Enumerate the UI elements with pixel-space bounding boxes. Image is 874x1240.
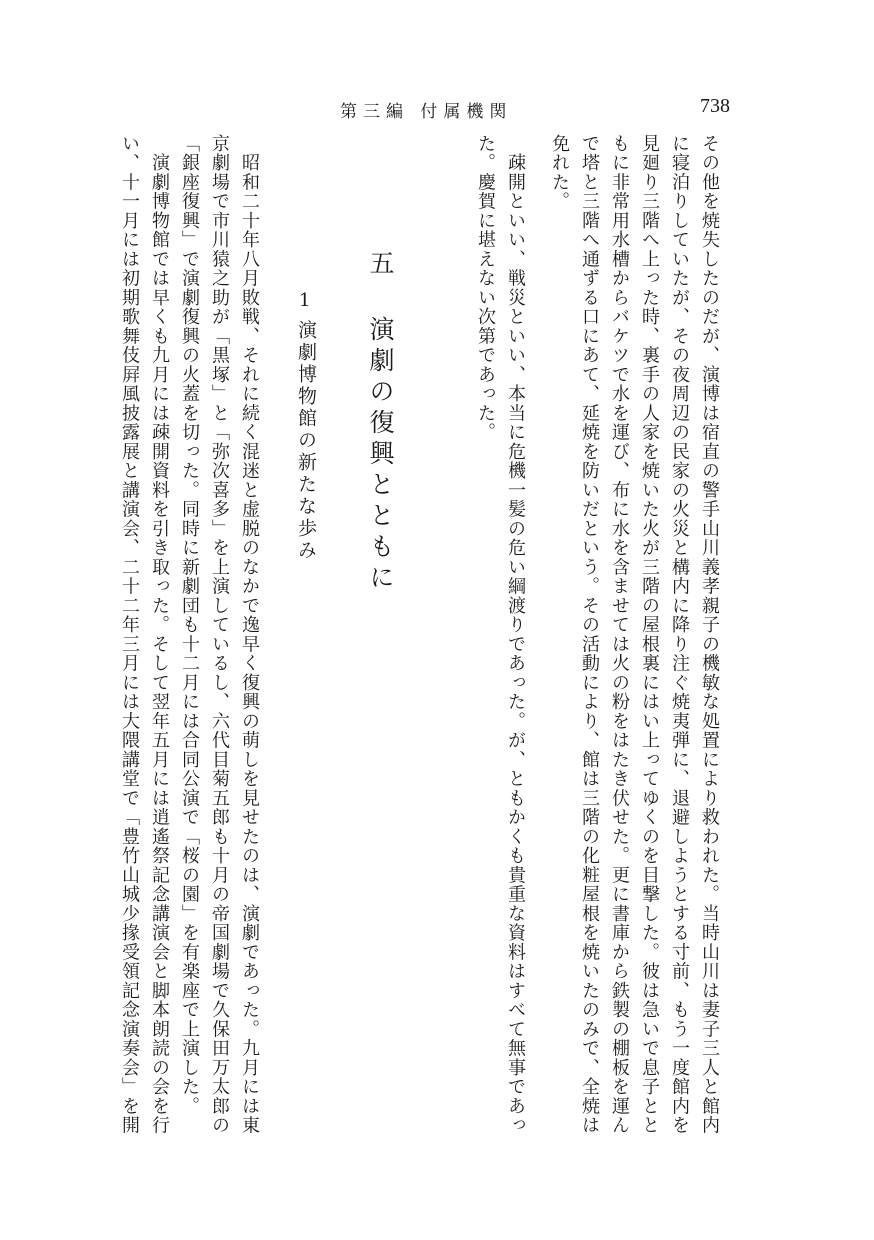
text-column: その他を焼失したのだが、演博は宿直の警手山川義孝親子の機敏な処置により救われた。当時山川は妻子三人と館内 bbox=[699, 134, 720, 1135]
text-column: い、十一月には初期歌舞伎屛風披露展と講演会、二十二年三月には大隈講堂で「豊竹山城少掾受領記念演奏会」を開 bbox=[119, 134, 140, 1135]
page-number: 738 bbox=[700, 95, 730, 117]
text-column: 昭和二十年八月敗戦、それに続く混迷と虚脱のなかで逸早く復興の萌しを見せたのは、演劇であった。九月には東 bbox=[239, 134, 260, 1135]
text-column: 演劇博物館では早くも九月には疎開資料を引き取った。そして翌年五月には逍遙祭記念講演会と脚本朗読の会を行 bbox=[149, 134, 170, 1135]
text-column: もに非常用水槽からバケツで水を運び、布に水を含ませては火の粉をはたき伏せた。更に書庫から鉄製の棚板を運ん bbox=[609, 134, 630, 1135]
text-column: 疎開といい、戦災といい、本当に危機一髪の危い綱渡りであった。が、ともかくも貴重な資料はすべて無事であっ bbox=[505, 134, 526, 1135]
text-column: 「銀座復興」で演劇復興の火蓋を切った。同時に新劇団も十二月には合同公演で「桜の園」を有楽座で上演した。 bbox=[179, 134, 200, 1116]
text-column: に寝泊りしていたが、その夜周辺の民家の火災と構内に降り注ぐ焼夷弾に、退避しようとする寸前、もう一度館内を bbox=[669, 134, 690, 1135]
subsection-title: 演劇博物館の新たな歩み bbox=[295, 320, 317, 562]
text-column: 免れた。 bbox=[549, 134, 570, 211]
running-head: 第三編 付属機関 bbox=[340, 102, 513, 122]
subsection-number: 1 bbox=[299, 290, 311, 311]
text-column: た。慶賀に堪えない次第であった。 bbox=[475, 134, 496, 442]
section-title: 五 演劇の復興とともに bbox=[366, 250, 395, 595]
text-column: で塔と三階へ通ずる口にあて、延焼を防いだという。その活動により、館は三階の化粧屋根を焼いたのみで、全焼は bbox=[579, 134, 600, 1135]
text-column: 京劇場で市川猿之助が「黒塚」と「弥次喜多」を上演しているし、六代目菊五郎も十月の帝国劇場で久保田万太郎の bbox=[209, 134, 230, 1135]
text-column: 見廻り三階へ上った時、裏手の人家を焼いた火が三階の屋根裏にはい上ってゆくのを目撃した。彼は急いで息子とと bbox=[639, 134, 660, 1135]
